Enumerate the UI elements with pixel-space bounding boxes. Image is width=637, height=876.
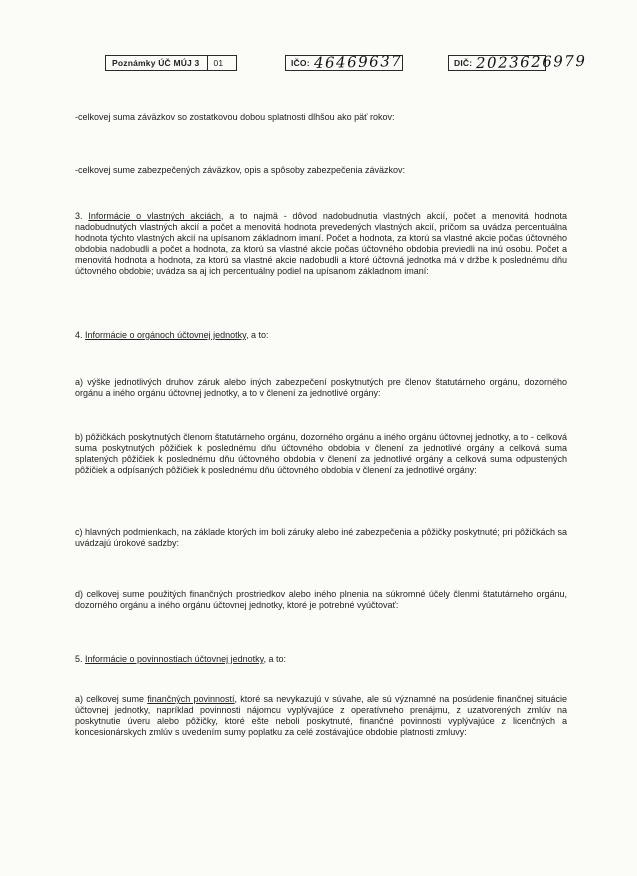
paragraph-text: a) celkovej sume: [75, 694, 148, 704]
paragraph-text: c) hlavných podmienkach, na základe ktorých im boli záruky alebo iné zabezpečenia a pôžičky poskytnuté; pri pôžičkách sa uvádzajú úrokové sadzby:: [75, 527, 567, 548]
paragraph-text: b) pôžičkách poskytnutých členom štatutárneho orgánu, dozorného orgánu a iného orgánu účtovnej jednotky, a to - celková suma poskytnutých pôžičiek k poslednému dňu účtovného obdobia v členení za jednotlivé orgány a celková suma splatených pôžičiek k poslednému dňu účtovného obdobia v členení za jednotlivé orgány a celková suma odpustených pôžičiek a odpísaných pôžičiek k poslednému dňu účtovného obdobia v členení za jednotlivé orgány:: [75, 432, 567, 475]
paragraph-text: d) celkovej sume použitých finančných prostriedkov alebo iného plnenia na súkromné účely členmi štatutárneho orgánu, dozorného orgánu a iného orgánu účtovnej jednotky, ktoré je potrebné vyúčtovať:: [75, 589, 567, 610]
paragraph-text: -celkovej suma záväzkov so zostatkovou dobou splatnosti dlhšou ako päť rokov:: [75, 112, 395, 122]
paragraph-section-4d-private-use: [75, 589, 567, 611]
ico-box: [285, 51, 403, 72]
paragraph-text: 5.: [75, 654, 86, 664]
paragraph-section-4a-guarantees: [75, 377, 567, 399]
form-number: 01: [213, 58, 224, 68]
paragraph-liabilities-over-five-years: [75, 112, 567, 123]
paragraph-section-4-bodies: [75, 330, 567, 341]
paragraph-text: , ktoré sa nevykazujú v súvahe, ale sú významné na posúdenie finančnej situácie účtovnej jednotky, napríklad povinnosti nájomcu vyplývajúce z operatívneho prenájmu, z uzatvorených zmlúv na poskytnutie úveru alebo pôžičky, ktoré ešte neboli poskytnuté, finančné povinnosti vyplývajúce z licenčných a koncesionárskych zmlúv s uvedením sumy poplatku za celé zostávajúce obdobie platnosti zmluvy:: [75, 694, 568, 737]
section-heading-underlined: Informácie o vlastných akciách: [88, 211, 221, 221]
section-heading-underlined: finančných povinností: [147, 694, 235, 704]
paragraph-section-5a-financial-obligations: [75, 694, 567, 738]
paragraph-secured-liabilities: [75, 165, 567, 176]
form-title: Poznámky ÚČ MÚJ 3: [112, 58, 200, 68]
paragraph-section-5-obligations: [75, 654, 567, 665]
paragraph-text: -celkovej sume zabezpečených záväzkov, opis a spôsoby zabezpečenia záväzkov:: [75, 165, 406, 175]
ico-handwritten-value: 46469637: [313, 51, 403, 72]
paragraph-section-4b-loans: [75, 432, 567, 476]
ico-label: IČO:: [291, 58, 310, 68]
section-heading-underlined: Informácie o povinnostiach účtovnej jednotky: [85, 654, 264, 664]
paragraph-text: 4.: [75, 330, 86, 340]
paragraph-text: 3.: [75, 211, 89, 221]
dic-box: [448, 51, 587, 72]
section-heading-underlined: Informácie o orgánoch účtovnej jednotky: [85, 330, 246, 340]
paragraph-text: , a to:: [263, 654, 286, 664]
form-title-box: [105, 55, 237, 71]
dic-handwritten-value: 2023626979: [476, 51, 587, 72]
paragraph-text: , a to:: [245, 330, 269, 340]
paragraph-text: a) výške jednotlivých druhov záruk alebo iných zabezpečení poskytnutých pre členov štatutárneho orgánu, dozorného orgánu a iného orgánu účtovnej jednotky, a to v členení za jednotlivé orgány:: [75, 377, 567, 398]
paragraph-section-3-own-shares: [75, 211, 567, 277]
dic-label: DIČ:: [454, 58, 473, 68]
paragraph-text: , a to najmä - dôvod nadobudnutia vlastných akcií, počet a menovitá hodnota nadobudnutých vlastných akcií a počet a menovitá hodnota prevedených vlastných akcií, pričom sa uvádza percentuálna hodnota týchto vlastných akcií na upísanom základnom imaní. Počet a hodnota, za ktorú sa vlastné akcie počas účtovného obdobia nadobudli a počet a hodnota, za ktorú sa vlastné akcie počas účtovného obdobia previedli na inú osobu. Počet a menovitá hodnota a hodnota, za ktorú sa vlastné akcie nadobudli a ktoré účtovná jednotka má v držbe k poslednému dňu účtovného obdobie; uvádza sa aj ich percentuálny podiel na upísanom základnom imaní:: [75, 211, 568, 276]
paragraph-section-4c-conditions: [75, 527, 567, 549]
